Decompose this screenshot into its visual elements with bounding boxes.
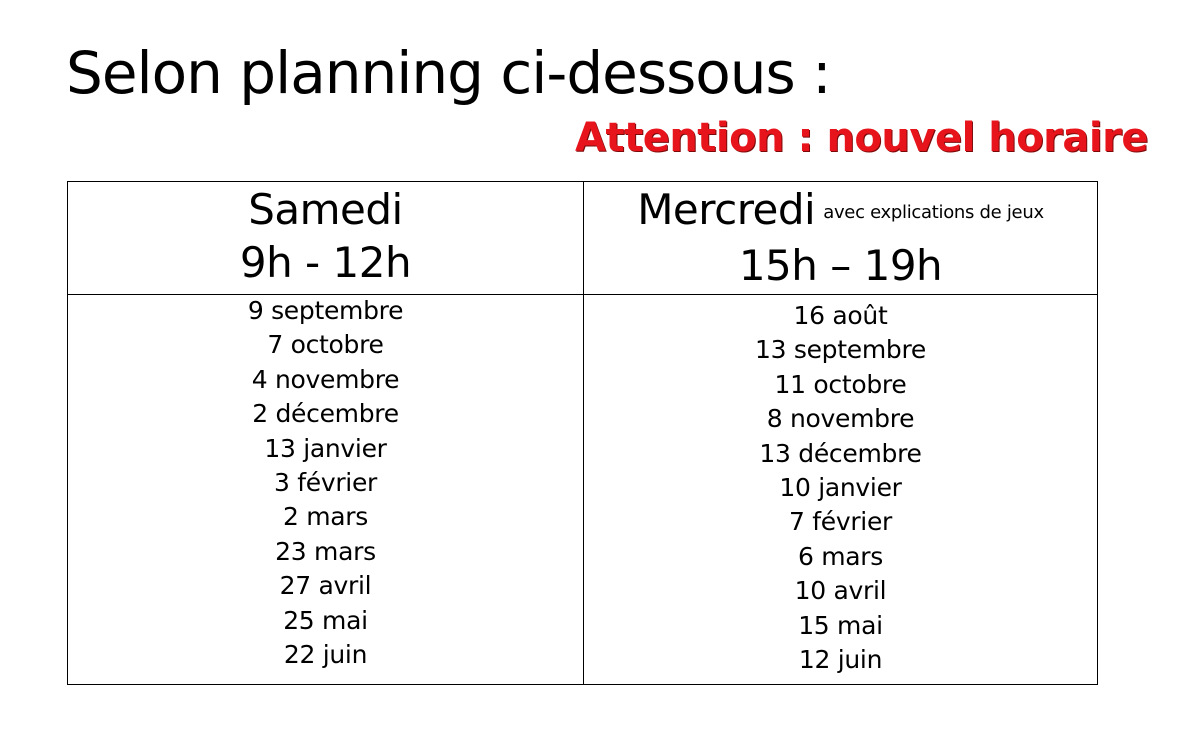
saturday-date: 2 décembre [252, 399, 399, 429]
wednesday-date: 10 avril [794, 576, 887, 606]
saturday-date: 23 mars [275, 536, 376, 566]
schedule-table [67, 181, 1098, 685]
saturday-date: 27 avril [279, 571, 372, 601]
saturday-date: 4 novembre [251, 364, 400, 394]
wednesday-date: 13 décembre [759, 438, 922, 468]
wednesday-date: 15 mai [798, 610, 883, 640]
page-title: Selon planning ci-dessous : [66, 39, 831, 107]
wednesday-date: 16 août [793, 301, 888, 330]
saturday-hours: 9h - 12h [239, 238, 412, 287]
wednesday-date: 11 octobre [774, 369, 907, 399]
wednesday-date-list [584, 299, 1097, 677]
saturday-date: 9 septembre [247, 296, 404, 325]
saturday-date: 7 octobre [267, 330, 384, 360]
saturday-header [68, 182, 583, 294]
saturday-date: 3 février [273, 468, 377, 498]
saturday-day-label: Samedi [248, 185, 403, 234]
wednesday-date: 10 janvier [779, 473, 902, 503]
wednesday-date: 6 mars [797, 541, 884, 571]
saturday-date: 25 mai [283, 605, 368, 635]
saturday-date-list [68, 294, 583, 672]
wednesday-date: 8 novembre [766, 404, 915, 434]
saturday-date: 13 janvier [264, 433, 387, 463]
wednesday-date: 13 septembre [755, 335, 926, 365]
wednesday-date: 7 février [788, 507, 892, 537]
wednesday-header [584, 182, 1097, 294]
saturday-date: 2 mars [282, 502, 369, 532]
wednesday-hours: 15h – 19h [738, 241, 943, 290]
saturday-date: 22 juin [283, 640, 368, 670]
wednesday-date: 12 juin [798, 645, 883, 675]
schedule-change-notice: Attention : nouvel horaire [575, 115, 1148, 161]
wednesday-note: avec explications de jeux [823, 202, 1044, 223]
wednesday-day-name: Mercredi [637, 185, 816, 234]
wednesday-day-label [584, 182, 1097, 239]
